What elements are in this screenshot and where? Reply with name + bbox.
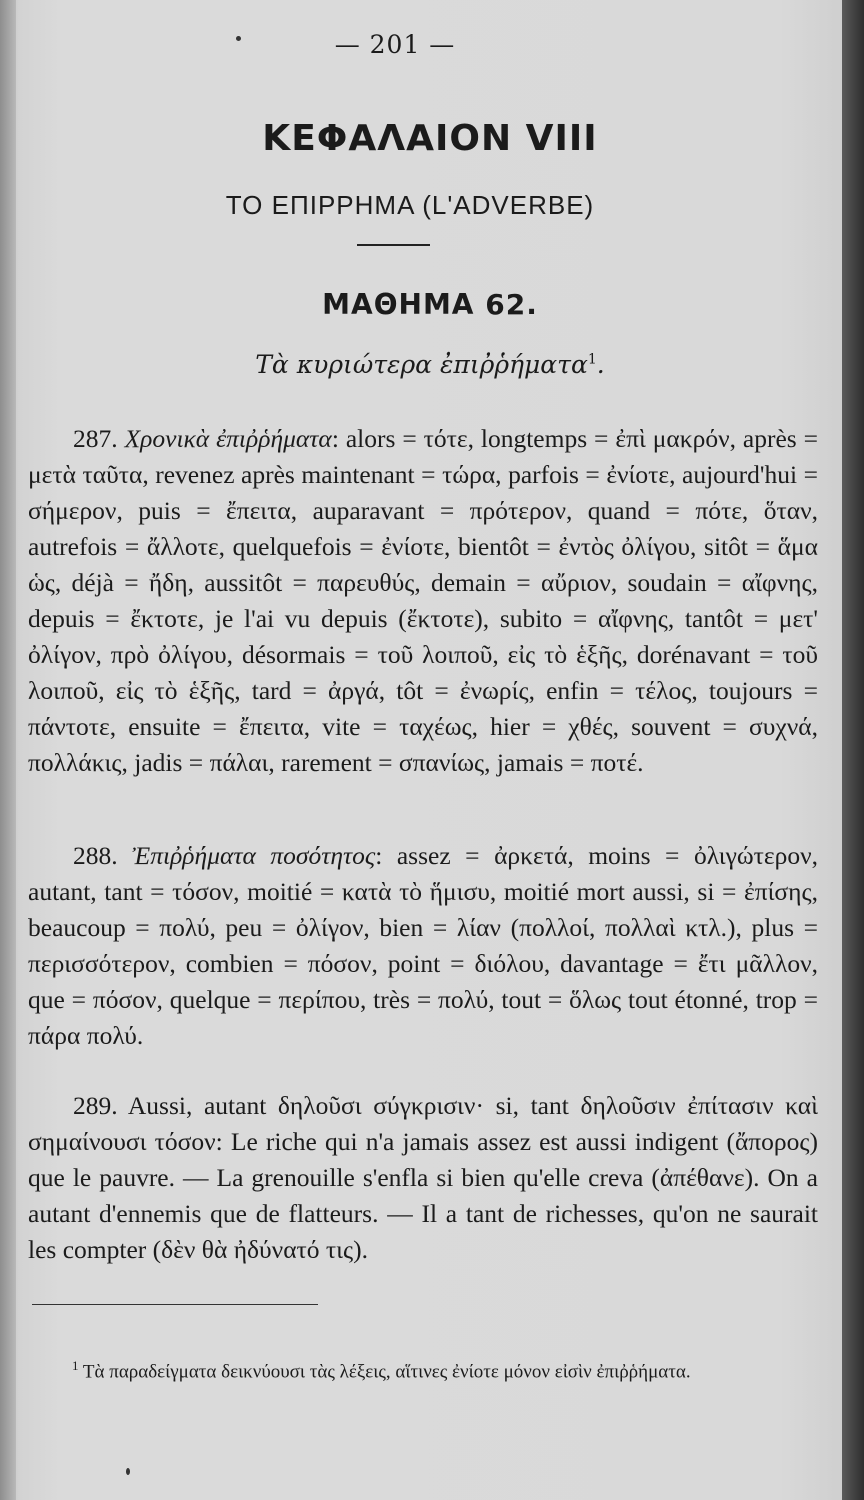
chapter-title: ΚΕΦΑΛΑΙΟΝ VIII	[262, 118, 598, 159]
lesson-title: ΜΑΘΗΜΑ 62.	[322, 288, 538, 321]
footnote-mark: 1	[72, 1358, 79, 1373]
page-number: — 201 —	[334, 30, 456, 59]
lesson-subtitle-period: .	[596, 350, 605, 379]
paragraph-body: : alors = τότε, longtemps = ἐπὶ μακρόν, après = μετὰ ταῦτα, revenez après maintenant = τώρα, parfois = ἐνίοτε, aujourd'hui = σήμερον, puis = ἔπειτα, auparavant = πρότερον, quand = πότε, ὅταν, autrefois = ἄλλοτε, quelquefois = ἐνίοτε, bientôt = ἐντὸς ὀλίγου, sitôt = ἅμα ὡς, déjà = ἤδη, aussitôt = παρευθύς, demain = αὔριον, soudain = αἴφνης, depuis = ἔκτοτε, je l'ai vu depuis (ἔκτοτε), subito = αἴφνης, tantôt = μετ' ὀλίγον, πρὸ ὀλίγου, désormais = τοῦ λοιποῦ, εἰς τὸ ἑξῆς, dorénavant = τοῦ λοιποῦ, εἰς τὸ ἑξῆς, tard = ἀργά, tôt = ἐνωρίς, enfin = τέλος, toujours = πάντοτε, ensuite = ἔπειτα, vite = ταχέως, hier = χθές, souvent = συχνά, πολλάκις, jadis = πάλαι, rarement = σπανίως, jamais = ποτέ.	[28, 423, 819, 777]
paragraph-288	[28, 838, 818, 1054]
paragraph-body: : assez = ἀρκετά, moins = ὀλιγώτερον, autant, tant = τόσον, moitié = κατὰ τὸ ἥμισυ, moitié mort aussi, si = ἐπίσης, beaucoup = πολύ, peu = ὀλίγον, bien = λίαν (πολλοί, πολλαὶ κτλ.), plus = περισσότερον, combien = πόσον, point = διόλου, davantage = ἔτι μᾶλλον, que = πόσον, quelque = περίπου, très = πολύ, tout = ὅλως tout étonné, trop = πάρα πολύ.	[28, 840, 819, 1050]
paragraph-number: 288.	[73, 840, 118, 870]
lesson-subtitle	[150, 350, 710, 379]
paragraph-lead: Χρονικὰ ἐπιῤῥήματα	[124, 423, 332, 453]
page-gutter-shadow	[842, 0, 864, 1500]
paragraph-287	[28, 421, 818, 781]
paragraph-289	[28, 1088, 818, 1268]
chapter-subtitle: ΤΟ ΕΠΙΡΡΗΜΑ (L'ADVERBE)	[225, 190, 595, 220]
paragraph-lead: Ἐπιῤῥήματα ποσότητος	[132, 840, 376, 870]
lesson-subtitle-text: Τὰ κυριώτερα ἐπιῤῥήματα	[255, 350, 588, 379]
paragraph-body: Aussi, autant δηλοῦσι σύγκρισιν· si, tant δηλοῦσιν ἐπίτασιν καὶ σημαίνουσι τόσον: Le riche qui n'a jamais assez est aussi indigent (ἄπορος) que le pauvre. — La grenouille s'enfla si bien qu'elle creva (ἀπέθανε). On a autant d'ennemis que de flatteurs. — Il a tant de richesses, qu'on ne saurait les compter (δὲν θὰ ἠδύνατό τις).	[28, 1090, 819, 1264]
paragraph-number: 287.	[73, 423, 118, 453]
paper-speck	[236, 36, 241, 41]
footnote	[34, 1349, 814, 1389]
footnote-divider	[32, 1304, 318, 1305]
paper-speck	[126, 1468, 130, 1475]
paragraph-number: 289.	[73, 1090, 118, 1120]
page-binding-edge	[0, 0, 16, 1500]
section-divider	[357, 244, 430, 246]
footnote-reference: 1	[587, 351, 597, 368]
footnote-text: Τὰ παραδείγματα δεικνύουσι τὰς λέξεις, αἵτινες ἐνίοτε μόνον εἰσὶν ἐπιῤῥήματα.	[82, 1361, 691, 1383]
